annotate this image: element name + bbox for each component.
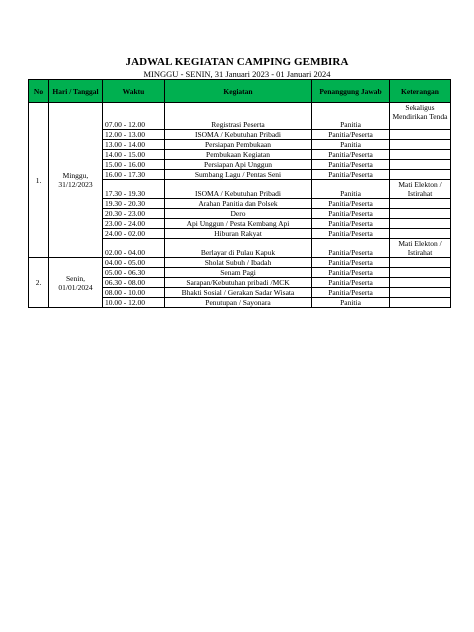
table-row	[29, 103, 451, 130]
time-cell: 13.00 - 14.00	[103, 140, 165, 150]
time-cell: 07.00 - 12.00	[103, 103, 165, 130]
table-header-row	[29, 80, 451, 103]
time-cell: 02.00 - 04.00	[103, 239, 165, 258]
day-date-cell: Minggu, 31/12/2023	[49, 103, 103, 258]
activity-cell: ISOMA / Kebutuhan Pribadi	[165, 180, 312, 199]
day-date-cell: Senin, 01/01/2024	[49, 258, 103, 308]
header-penanggung-jawab: Penanggung Jawab	[312, 80, 390, 103]
time-cell: 20.30 - 23.00	[103, 209, 165, 219]
note-cell	[390, 258, 451, 268]
note-cell	[390, 170, 451, 180]
responsible-cell: Panitia/Peserta	[312, 219, 390, 229]
time-cell: 04.00 - 05.00	[103, 258, 165, 268]
time-cell: 05.00 - 06.30	[103, 268, 165, 278]
note-cell: Mati Elekton / Istirahat	[390, 239, 451, 258]
time-cell: 24.00 - 02.00	[103, 229, 165, 239]
activity-cell: Arahan Panitia dan Polsek	[165, 199, 312, 209]
time-cell: 19.30 - 20.30	[103, 199, 165, 209]
responsible-cell: Panitia	[312, 180, 390, 199]
activity-cell: ISOMA / Kebutuhan Pribadi	[165, 130, 312, 140]
time-cell: 14.00 - 15.00	[103, 150, 165, 160]
note-cell	[390, 268, 451, 278]
activity-cell: Berlayar di Pulau Kapuk	[165, 239, 312, 258]
time-cell: 15.00 - 16.00	[103, 160, 165, 170]
responsible-cell: Panitia/Peserta	[312, 209, 390, 219]
note-cell	[390, 288, 451, 298]
document-subtitle: MINGGU - SENIN, 31 Januari 2023 - 01 Januari 2024	[143, 69, 331, 79]
activity-cell: Senam Pagi	[165, 268, 312, 278]
header-kegiatan: Kegiatan	[165, 80, 312, 103]
responsible-cell: Panitia/Peserta	[312, 239, 390, 258]
activity-cell: Penutupan / Sayonara	[165, 298, 312, 308]
header-no: No	[29, 80, 49, 103]
responsible-cell: Panitia	[312, 298, 390, 308]
header-keterangan: Keterangan	[390, 80, 451, 103]
note-cell	[390, 229, 451, 239]
note-cell	[390, 199, 451, 209]
note-cell: Mati Elekton / Istirahat	[390, 180, 451, 199]
time-cell: 12.00 - 13.00	[103, 130, 165, 140]
time-cell: 06.30 - 08.00	[103, 278, 165, 288]
header-hari-tanggal: Hari / Tanggal	[49, 80, 103, 103]
activity-cell: Dero	[165, 209, 312, 219]
responsible-cell: Panitia/Peserta	[312, 130, 390, 140]
note-cell	[390, 140, 451, 150]
responsible-cell: Panitia/Peserta	[312, 229, 390, 239]
time-cell: 08.00 - 10.00	[103, 288, 165, 298]
activity-cell: Persiapan Pembukaan	[165, 140, 312, 150]
responsible-cell: Panitia/Peserta	[312, 278, 390, 288]
note-cell: Sekaligus Mendirikan Tenda	[390, 103, 451, 130]
responsible-cell: Panitia/Peserta	[312, 258, 390, 268]
responsible-cell: Panitia/Peserta	[312, 288, 390, 298]
schedule-body	[29, 103, 451, 308]
activity-cell: Persiapan Api Unggun	[165, 160, 312, 170]
activity-cell: Hiburan Rakyat	[165, 229, 312, 239]
note-cell	[390, 209, 451, 219]
activity-cell: Bhakti Sosial / Gerakan Sadar Wisata	[165, 288, 312, 298]
time-cell: 17.30 - 19.30	[103, 180, 165, 199]
responsible-cell: Panitia	[312, 140, 390, 150]
responsible-cell: Panitia/Peserta	[312, 170, 390, 180]
responsible-cell: Panitia/Peserta	[312, 268, 390, 278]
schedule-table	[28, 79, 451, 308]
time-cell: 23.00 - 24.00	[103, 219, 165, 229]
activity-cell: Api Unggun / Pesta Kembang Api	[165, 219, 312, 229]
responsible-cell: Panitia	[312, 103, 390, 130]
activity-cell: Pembukaan Kegiatan	[165, 150, 312, 160]
note-cell	[390, 150, 451, 160]
responsible-cell: Panitia/Peserta	[312, 199, 390, 209]
note-cell	[390, 130, 451, 140]
table-row	[29, 258, 451, 268]
activity-cell: Sarapan/Kebutuhan pribadi /MCK	[165, 278, 312, 288]
responsible-cell: Panitia/Peserta	[312, 150, 390, 160]
time-cell: 10.00 - 12.00	[103, 298, 165, 308]
time-cell: 16.00 - 17.30	[103, 170, 165, 180]
note-cell	[390, 219, 451, 229]
activity-cell: Sumbang Lagu / Pentas Seni	[165, 170, 312, 180]
header-waktu: Waktu	[103, 80, 165, 103]
note-cell	[390, 160, 451, 170]
responsible-cell: Panitia/Peserta	[312, 160, 390, 170]
row-number: 1.	[29, 103, 49, 258]
activity-cell: Registrasi Peserta	[165, 103, 312, 130]
note-cell	[390, 278, 451, 288]
row-number: 2.	[29, 258, 49, 308]
activity-cell: Sholat Subuh / Ibadah	[165, 258, 312, 268]
document-title: JADWAL KEGIATAN CAMPING GEMBIRA	[125, 56, 349, 68]
note-cell	[390, 298, 451, 308]
